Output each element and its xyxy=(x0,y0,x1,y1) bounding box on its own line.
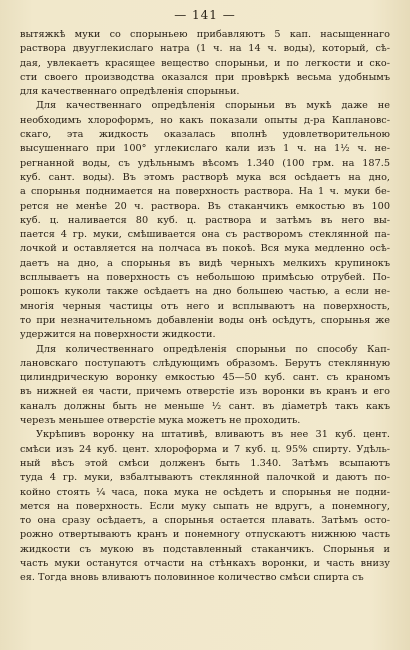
text-line: черезъ меньшее отверстіе мука можетъ не проходить. xyxy=(20,415,301,427)
text-line: куб. сант. воды). Въ этомъ растворѣ мука вся осѣдаетъ на дно, xyxy=(20,171,390,183)
text-line: то при незначительномъ добавленіи воды онѣ осѣдутъ, спорынья же xyxy=(20,314,390,326)
text-line: регнанной воды, съ удѣльнымъ вѣсомъ 1.340 (100 грм. на 187.5 xyxy=(20,157,390,169)
text-line: пается 4 гр. муки, смѣшивается она съ растворомъ стеклянной па- xyxy=(20,229,390,241)
paragraph xyxy=(20,99,390,342)
text-line: Укрѣпивъ воронку на штативѣ, вливаютъ въ нее 31 куб. цент. xyxy=(36,429,390,441)
text-line: смѣси изъ 24 куб. цент. хлороформа и 7 куб. ц. 95% спирту. Удѣль- xyxy=(20,443,390,455)
text-line: рожно отвертываютъ кранъ и понемногу отпускаютъ нижнюю часть xyxy=(20,529,390,541)
text-line: Для качественнаго опредѣленія спорыньи въ мукѣ даже не xyxy=(36,100,390,112)
text-line: а спорынья поднимается на поверхность раствора. На 1 ч. муки бе- xyxy=(20,186,390,198)
text-line: рется не менѣе 20 ч. раствора. Въ стаканчикъ емкостью въ 100 xyxy=(20,200,390,212)
text-line: рошокъ куколи также осѣдаетъ на дно большею частью, а если не- xyxy=(20,286,390,298)
paragraph xyxy=(20,343,390,429)
page-body xyxy=(20,28,390,586)
text-line: то она сразу осѣдаетъ, а спорынья остается плавать. Затѣмъ осто- xyxy=(20,515,390,527)
text-line: мется на поверхность. Если муку сыпать не вдругъ, а понемногу, xyxy=(20,500,390,512)
text-line: туда 4 гр. муки, взбалтываютъ стеклянной палочкой и даютъ по- xyxy=(20,472,390,484)
page-number: — 141 — xyxy=(174,8,236,22)
paragraph xyxy=(20,428,390,585)
text-line: лочкой и оставляется на полчаса въ покоѣ. Вся мука медленно осѣ- xyxy=(20,243,390,255)
text-line: даетъ на дно, а спорынья въ видѣ черныхъ мелкихъ крупинокъ xyxy=(20,257,390,269)
text-line: каналъ должны быть не меньше ½ сант. въ діаметрѣ такъ какъ xyxy=(20,400,390,412)
text-line: сти своего производства оказался при провѣркѣ весьма удобнымъ xyxy=(20,71,390,83)
text-line: дая, увлекаетъ красящее вещество спорыньи, и по легкости и ско- xyxy=(20,57,390,69)
text-line: для качественнаго опредѣленія спорыньи. xyxy=(20,86,240,98)
text-line: высушеннаго при 100° углекислаго кали изъ 1 ч. на 1½ ч. не- xyxy=(20,143,390,155)
paragraph xyxy=(20,28,390,99)
text-line: скаго, эта жидкость оказалась вполнѣ удовлетворительною xyxy=(20,129,390,141)
text-line: въ нижней ея части, причемъ отверстіе изъ воронки въ кранъ и его xyxy=(20,386,390,398)
text-line: всплываетъ на поверхность съ небольшою примѣсью отрубей. По- xyxy=(20,272,390,284)
text-line: куб. ц. наливается 80 куб. ц. раствора и затѣмъ въ него вы- xyxy=(20,214,390,226)
text-line: лановскаго поступаютъ слѣдующимъ образомъ. Берутъ стеклянную xyxy=(20,357,390,369)
text-line: многія черныя частицы отъ него и всплываютъ на поверхность, xyxy=(20,300,390,312)
text-line: жидкости съ мукою въ подставленный стаканчикъ. Спорынья и xyxy=(20,543,390,555)
text-line: удержится на поверхности жидкости. xyxy=(20,329,216,341)
text-line: необходимъ хлороформъ, но какъ показали опыты д-ра Каплановс- xyxy=(20,114,390,126)
text-line: раствора двууглекислаго натра (1 ч. на 14 ч. воды), который, сѣ- xyxy=(20,43,390,55)
text-line: Для количественнаго опредѣленія спорыньи по способу Кап- xyxy=(36,343,390,355)
text-line: вытяжкѣ муки со спорыньею прибавляютъ 5 кап. насыщеннаго xyxy=(20,29,390,40)
text-line: ный вѣсъ этой смѣси долженъ быть 1.340. Затѣмъ всыпаютъ xyxy=(20,457,390,469)
text-line: койно стоять ¼ часа, пока мука не осѣдетъ и спорынья не подни- xyxy=(20,486,390,498)
text-line: ея. Тогда вновь вливаютъ половинное количество смѣси спирта съ xyxy=(20,572,364,584)
text-line: цилиндрическую воронку емкостью 45—50 куб. сант. съ краномъ xyxy=(20,372,390,384)
text-line: часть муки останутся отчасти на стѣнкахъ воронки, и часть внизу xyxy=(20,557,390,569)
